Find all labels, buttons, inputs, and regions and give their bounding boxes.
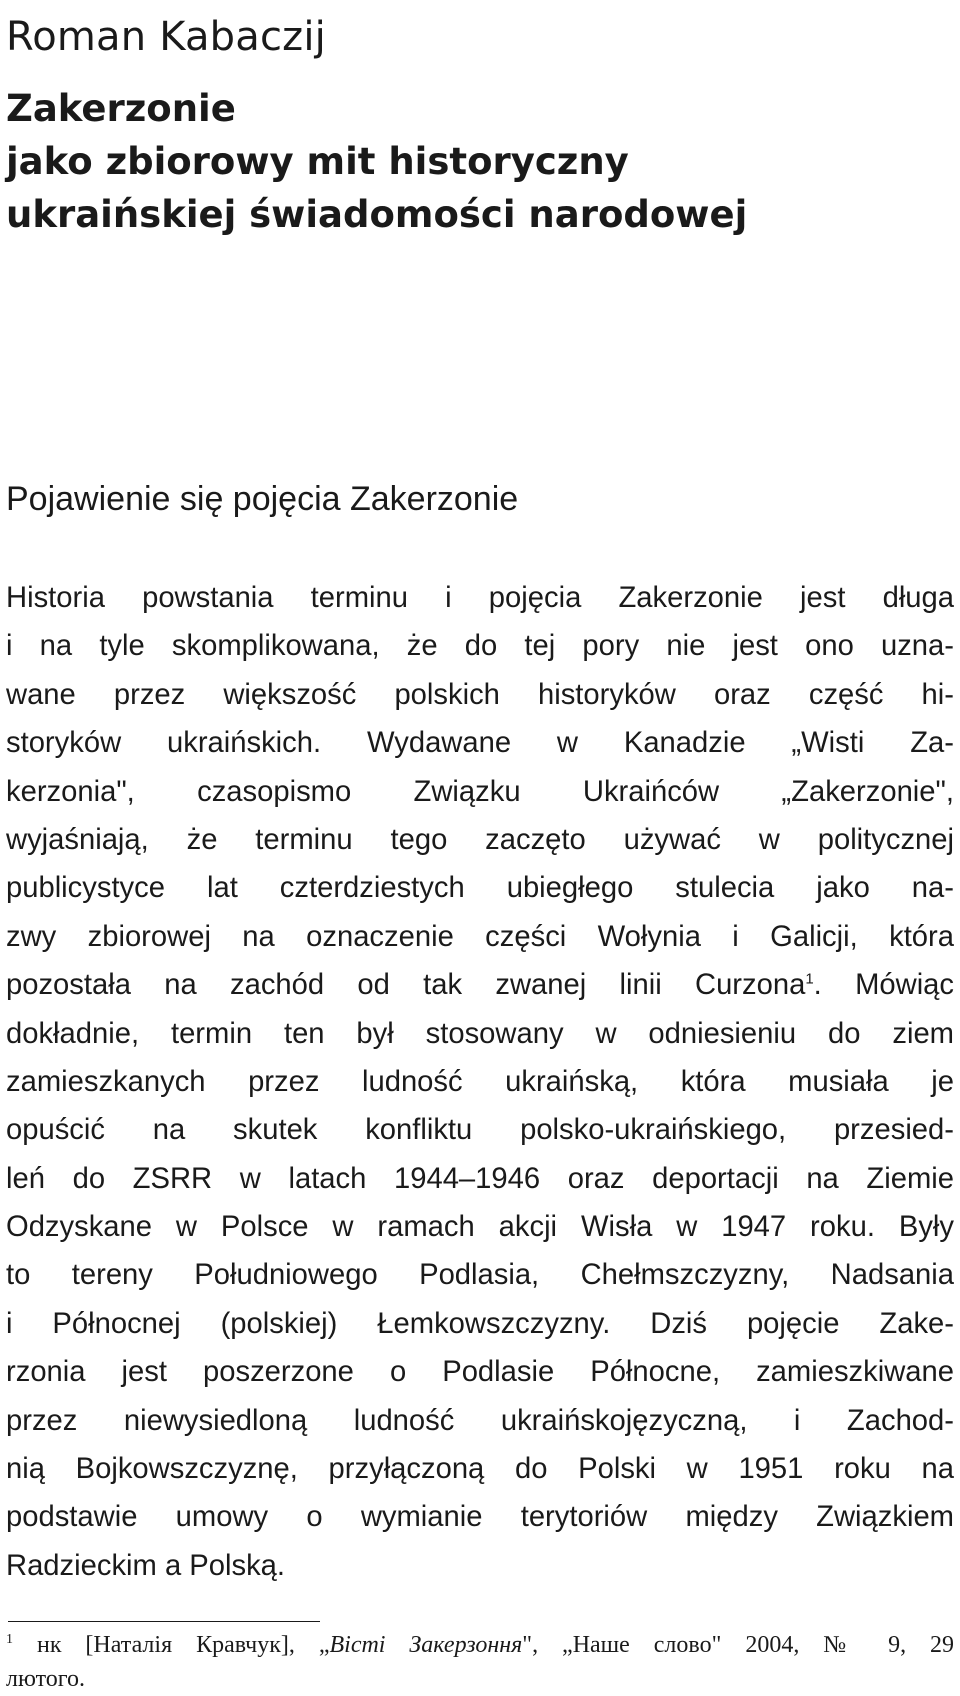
body-line: dokładnie, termin ten był stosowany w odniesieniu do ziem	[6, 1017, 954, 1050]
footnote-line-1	[6, 1628, 954, 1662]
title-line-1: Zakerzonie	[6, 87, 236, 130]
body-line: rzonia jest poszerzone o Podlasie Północne, zamieszkiwane	[6, 1356, 954, 1389]
title-line-2: jako zbiorowy mit historyczny	[6, 140, 629, 183]
author-name: Roman Kabaczij	[6, 14, 326, 60]
footnote	[6, 1628, 954, 1696]
body-line: i Północnej (polskiej) Łemkowszczyzny. Dziś pojęcie Zake-	[6, 1307, 954, 1340]
body-line: przez niewysiedloną ludność ukraińskojęzyczną, i Zachod-	[6, 1404, 954, 1437]
section-heading: Pojawienie się pojęcia Zakerzonie	[6, 480, 519, 518]
body-line-tail: . Mówiąc	[813, 969, 954, 1002]
body-line: Historia powstania terminu i pojęcia Zakerzonie jest długa	[6, 582, 954, 614]
body-line: to tereny Południowego Podlasia, Chełmszczyzny, Nadsania	[6, 1259, 954, 1292]
body-line-text: pozostała na zachód od tak zwanej linii Curzona	[6, 969, 806, 1002]
body-line: i na tyle skomplikowana, że do tej pory nie jest ono uzna-	[6, 630, 954, 663]
footnote-source-title: Вісті Закерзоння	[329, 1632, 523, 1658]
body-paragraph	[6, 574, 954, 1590]
article-title	[6, 82, 946, 241]
body-line: Odzyskane w Polsce w ramach akcji Wisła w 1947 roku. Były	[6, 1211, 954, 1244]
body-line: nią Bojkowszczyznę, przyłączoną do Polski w 1951 roku na	[6, 1453, 954, 1486]
body-line: kerzonia", czasopismo Związku Ukraińców „Zakerzonie",	[6, 775, 954, 808]
footnote-line-2: лютого.	[6, 1666, 86, 1692]
body-line: podstawie umowy o wymianie terytoriów między Związkiem	[6, 1501, 954, 1534]
document-page	[6, 0, 954, 1696]
footnote-text-part1: нк [Наталія Кравчук], „	[36, 1632, 330, 1658]
body-line: zamieszkanych przez ludność ukraińską, która musiała je	[6, 1065, 954, 1098]
body-line: wane przez większość polskich historyków oraz część hi-	[6, 678, 954, 711]
body-line: publicystyce lat czterdziestych ubiegłego stulecia jako na-	[6, 872, 954, 905]
title-line-3: ukraińskiej świadomości narodowej	[6, 193, 748, 236]
body-line: wyjaśniają, że terminu tego zaczęto używać w politycznej	[6, 823, 954, 856]
footnote-mark: 1	[6, 1632, 13, 1647]
body-line: leń do ZSRR w latach 1944–1946 oraz deportacji na Ziemie	[6, 1162, 954, 1195]
footnote-reference[interactable]: 1	[805, 970, 814, 988]
body-line: zwy zbiorowej na oznaczenie części Wołynia i Galicji, która	[6, 920, 954, 953]
body-line: storyków ukraińskich. Wydawane w Kanadzie „Wisti Za-	[6, 727, 954, 760]
body-line: opuścić na skutek konfliktu polsko-ukraińskiego, przesied-	[6, 1114, 954, 1147]
body-line-with-footnote	[6, 961, 954, 1009]
body-line: Radzieckim a Polską.	[6, 1549, 286, 1582]
footnote-text-part2: ", „Наше слово" 2004, № 9, 29	[522, 1632, 955, 1658]
footnote-divider	[8, 1621, 320, 1622]
